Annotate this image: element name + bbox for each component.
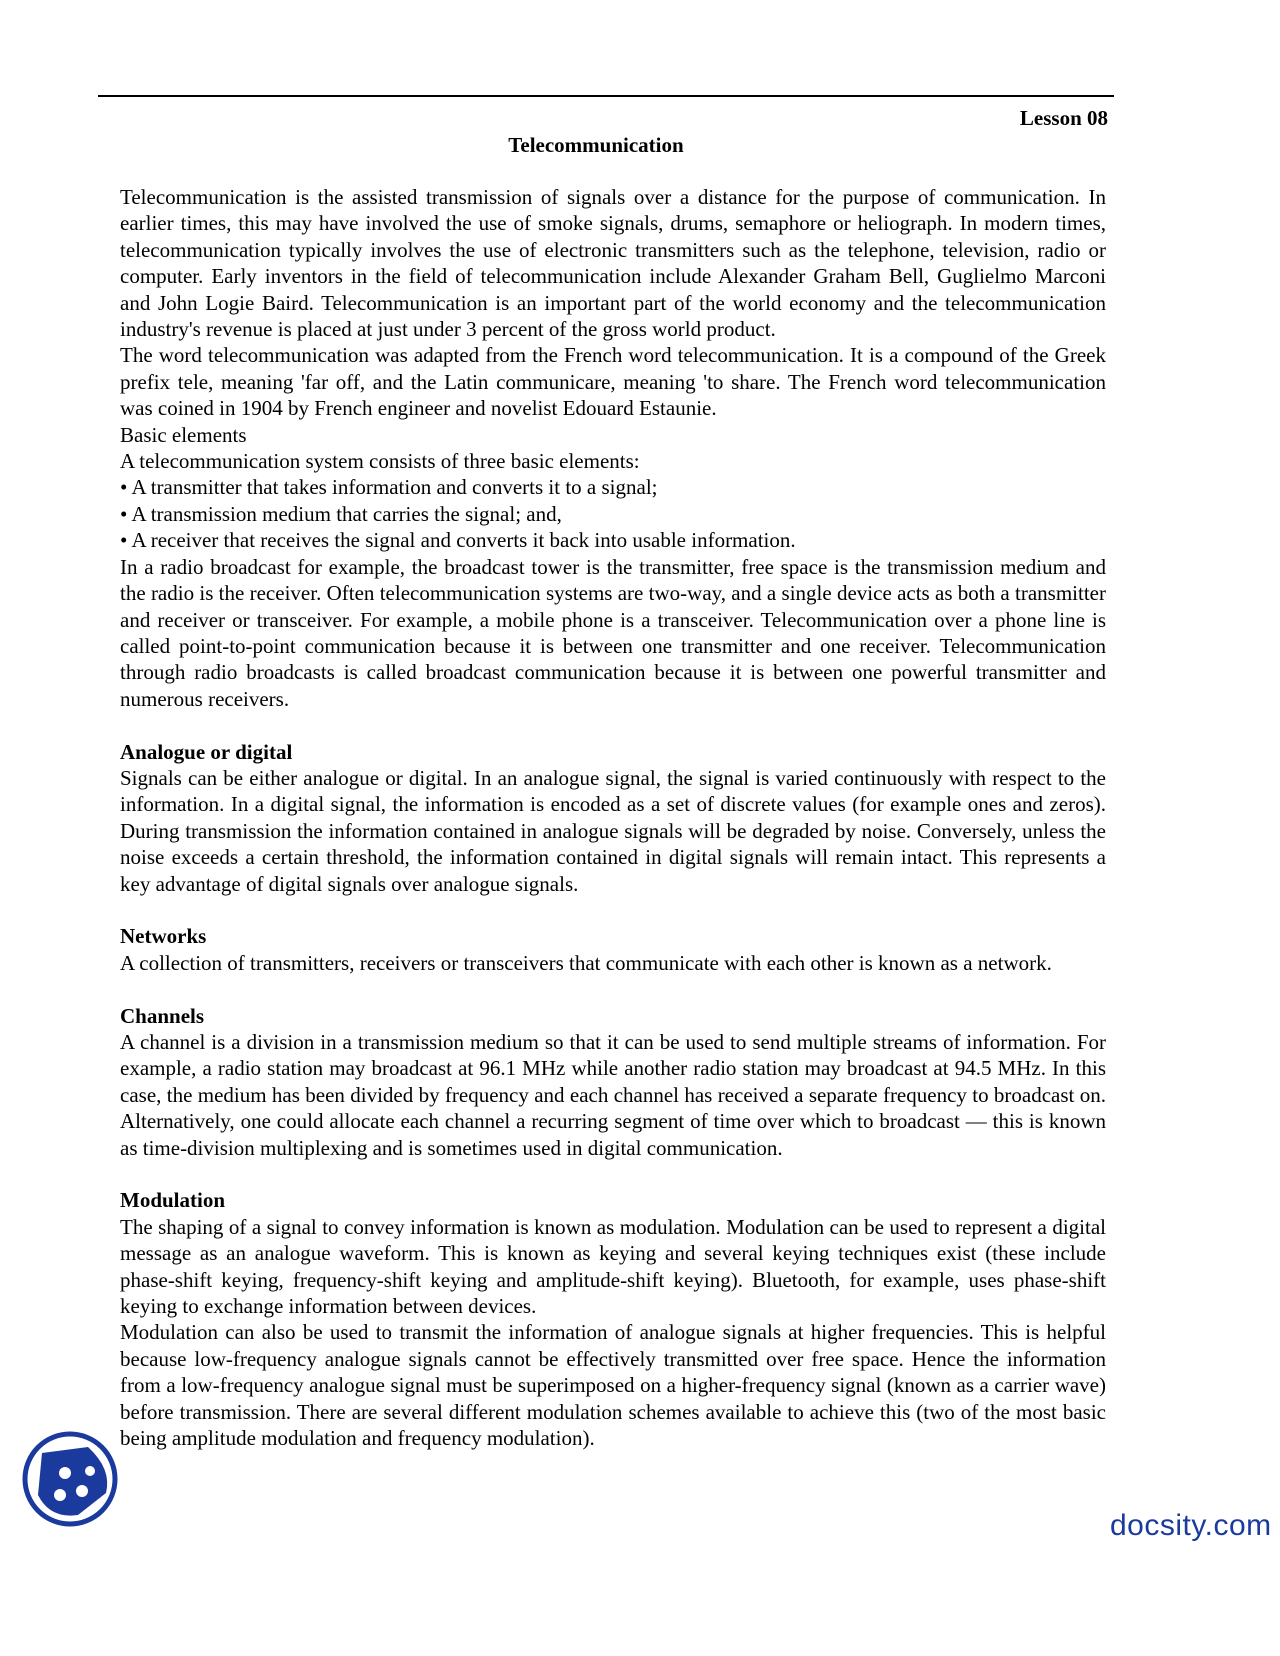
modulation-paragraph-2: Modulation can also be used to transmit the information of analogue signals at higher frequencies. This is helpful because low-frequency analogue signals cannot be effectively transmitted over free space. Hence the information from a low-frequency analogue signal must be superimposed on a higher-frequency signal (known as a carrier wave) before transmission. There are several different modulation schemes available to achieve this (two of the most basic being amplitude modulation and frequency modulation). — [120, 1320, 1106, 1451]
header-rule — [98, 95, 1114, 97]
document-body — [120, 184, 1106, 1451]
basic-elements-heading: Basic elements — [120, 422, 247, 447]
channels-paragraph: A channel is a division in a transmission medium so that it can be used to send multiple streams of information. For example, a radio station may broadcast at 96.1 MHz while another radio station may broadcast at 94.5 MHz. In this case, the medium has been divided by frequency and each channel has received a separate frequency to broadcast on. Alternatively, one could allocate each channel a recurring segment of time over which to broadcast — this is known as time-division multiplexing and is sometimes used in digital communication. — [120, 1029, 1106, 1160]
etymology-paragraph: The word telecommunication was adapted from the French word telecommunication. It is a compound of the Greek prefix tele, meaning 'far off, and the Latin communicare, meaning 'to share. The French word telecommunication was coined in 1904 by French engineer and novelist Edouard Estaunie. — [120, 343, 1106, 421]
basic-elements-intro: A telecommunication system consists of three basic elements: — [120, 449, 640, 474]
lesson-number: Lesson 08 — [1019, 106, 1108, 130]
modulation-heading: Modulation — [120, 1188, 226, 1213]
bullet-item: • A transmission medium that carries the signal; and, — [120, 501, 562, 526]
networks-paragraph: A collection of transmitters, receivers or transceivers that communicate with each other is known as a network. — [120, 950, 1052, 975]
bullet-item: • A transmitter that takes information and converts it to a signal; — [120, 475, 658, 500]
channels-heading: Channels — [120, 1003, 205, 1028]
analogue-heading: Analogue or digital — [120, 739, 293, 764]
bullet-item: • A receiver that receives the signal and converts it back into usable information. — [120, 528, 796, 553]
networks-heading: Networks — [120, 924, 207, 949]
modulation-paragraph-1: The shaping of a signal to convey information is known as modulation. Modulation can be used to represent a digital message as an analogue waveform. This is known as keying and several keying techniques exist (these include phase-shift keying, frequency-shift keying and amplitude-shift keying). Bluetooth, for example, uses phase-shift keying to exchange information between devices. — [120, 1214, 1106, 1318]
intro-paragraph: Telecommunication is the assisted transmission of signals over a distance for the purpose of communication. In earlier times, this may have involved the use of smoke signals, drums, semaphore or heliograph. In modern times, telecommunication typically involves the use of electronic transmitters such as the telephone, television, radio or computer. Early inventors in the field of telecommunication include Alexander Graham Bell, Guglielmo Marconi and John Logie Baird. Telecommunication is an important part of the world economy and the telecommunication industry's revenue is placed at just under 3 percent of the gross world product. — [120, 185, 1106, 342]
analogue-paragraph: Signals can be either analogue or digital. In an analogue signal, the signal is varied continuously with respect to the information. In a digital signal, the information is encoded as a set of discrete values (for example ones and zeros). During transmission the information contained in analogue signals will be degraded by noise. Conversely, unless the noise exceeds a certain threshold, the information contained in digital signals will remain intact. This represents a key advantage of digital signals over analogue signals. — [120, 765, 1106, 896]
radio-broadcast-paragraph: In a radio broadcast for example, the broadcast tower is the transmitter, free space is the transmission medium and the radio is the receiver. Often telecommunication systems are two-way, and a single device acts as both a transmitter and receiver or transceiver. For example, a mobile phone is a transceiver. Telecommunication over a phone line is called point-to-point communication because it is between one transmitter and one receiver. Telecommunication through radio broadcasts is called broadcast communication because it is between one powerful transmitter and numerous receivers. — [120, 554, 1106, 711]
docsity-brand-link[interactable]: docsity.com — [1110, 1509, 1272, 1542]
docsity-logo-icon[interactable] — [20, 1429, 120, 1529]
page-title: Telecommunication — [508, 133, 684, 157]
